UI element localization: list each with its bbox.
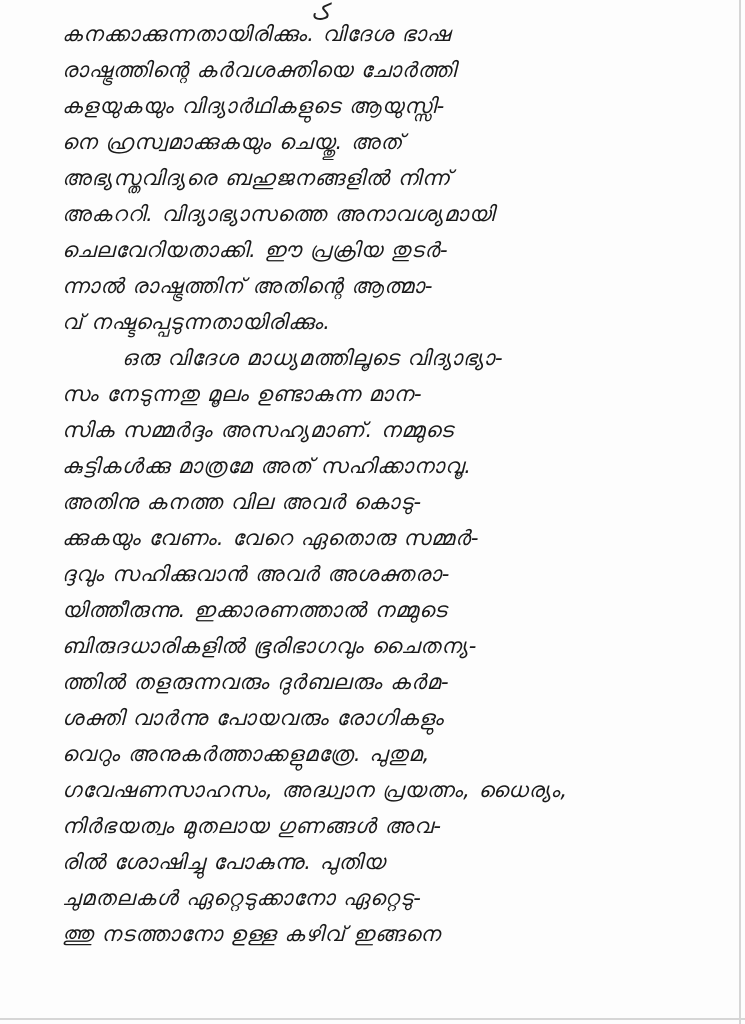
- text-line: നെ ഹ്രസ്വമാക്കുകയും ചെയ്തു. അത്: [62, 130, 404, 154]
- page-mark: ک: [312, 0, 332, 25]
- text-line: സിക സമ്മർദ്ദം അസഹ്യമാണ്. നമ്മുടെ: [62, 418, 454, 442]
- text-line: ചെലവേറിയതാക്കി. ഈ പ്രക്രിയ തുടർ-: [62, 238, 449, 262]
- text-line: രിൽ ശോഷിച്ചു പോകുന്നു. പുതിയ: [62, 850, 386, 874]
- text-line: സം നേടുന്നതു മൂലം ഉണ്ടാകുന്ന മാന-: [62, 382, 423, 406]
- scan-edge-right: [739, 0, 741, 1024]
- text-line: രാഷ്ട്രത്തിന്റെ കർവശക്തിയെ ചോർത്തി: [62, 58, 457, 82]
- text-line: ദ്ദവും സഹിക്കുവാൻ അവർ അശക്തരാ-: [62, 562, 451, 586]
- text-line: ന്നാൽ രാഷ്ട്രത്തിന് അതിന്റെ ആത്മാ-: [62, 274, 434, 298]
- text-line: യിത്തീരുന്നു. ഇക്കാരണത്താൽ നമ്മുടെ: [62, 598, 448, 622]
- text-line: അകററി. വിദ്യാഭ്യാസത്തെ അനാവശ്യമായി: [62, 202, 495, 226]
- text-line: ഗവേഷണസാഹസം, അദ്ധ്വാന പ്രയത്നം, ധൈര്യം,: [62, 778, 569, 802]
- text-line: കനക്കാക്കുന്നതായിരിക്കും. വിദേശ ഭാഷ: [62, 22, 451, 46]
- paragraph-start-line: ഒരു വിദേശ മാധ്യമത്തിലൂടെ വിദ്യാഭ്യാ-: [122, 346, 504, 370]
- text-line: ത്തിൽ തളരുന്നവരും ദുർബലരും കർമ-: [62, 670, 450, 694]
- scan-edge-bottom: [0, 1018, 745, 1020]
- handwritten-text-block: [62, 16, 722, 952]
- text-line: നിർഭയത്വം മുതലായ ഗുണങ്ങൾ അവ-: [62, 814, 442, 838]
- text-line: അഭ്യസ്തവിദ്യരെ ബഹുജനങ്ങളിൽ നിന്ന്: [62, 166, 452, 190]
- text-line: അതിനു കനത്ത വില അവർ കൊടു-: [62, 490, 423, 514]
- text-line: ബിരുദധാരികളിൽ ഭൂരിഭാഗവും ചൈതന്യ-: [62, 634, 478, 658]
- text-line: കുട്ടികൾക്കു മാത്രമേ അത് സഹിക്കാനാവൂ.: [62, 454, 472, 478]
- text-line: ത്തു നടത്താനോ ഉള്ള കഴിവ് ഇങ്ങനെ: [62, 922, 441, 946]
- text-line: കളയുകയും വിദ്യാർഥികളുടെ ആയുസ്സി-: [62, 94, 446, 118]
- text-line: ക്കുകയും വേണം. വേറെ ഏതൊരു സമ്മർ-: [62, 526, 480, 550]
- text-line: വെറും അനുകർത്താക്കളുമത്രേ. പുതുമ,: [62, 742, 431, 766]
- text-line: ചുമതലകൾ ഏറ്റെടുക്കാനോ ഏറ്റെടു-: [62, 886, 422, 910]
- text-line: വ് നഷ്ടപ്പെടുന്നതായിരിക്കും.: [62, 310, 331, 334]
- text-line: ശക്തി വാർന്നു പോയവരും രോഗികളും: [62, 706, 444, 730]
